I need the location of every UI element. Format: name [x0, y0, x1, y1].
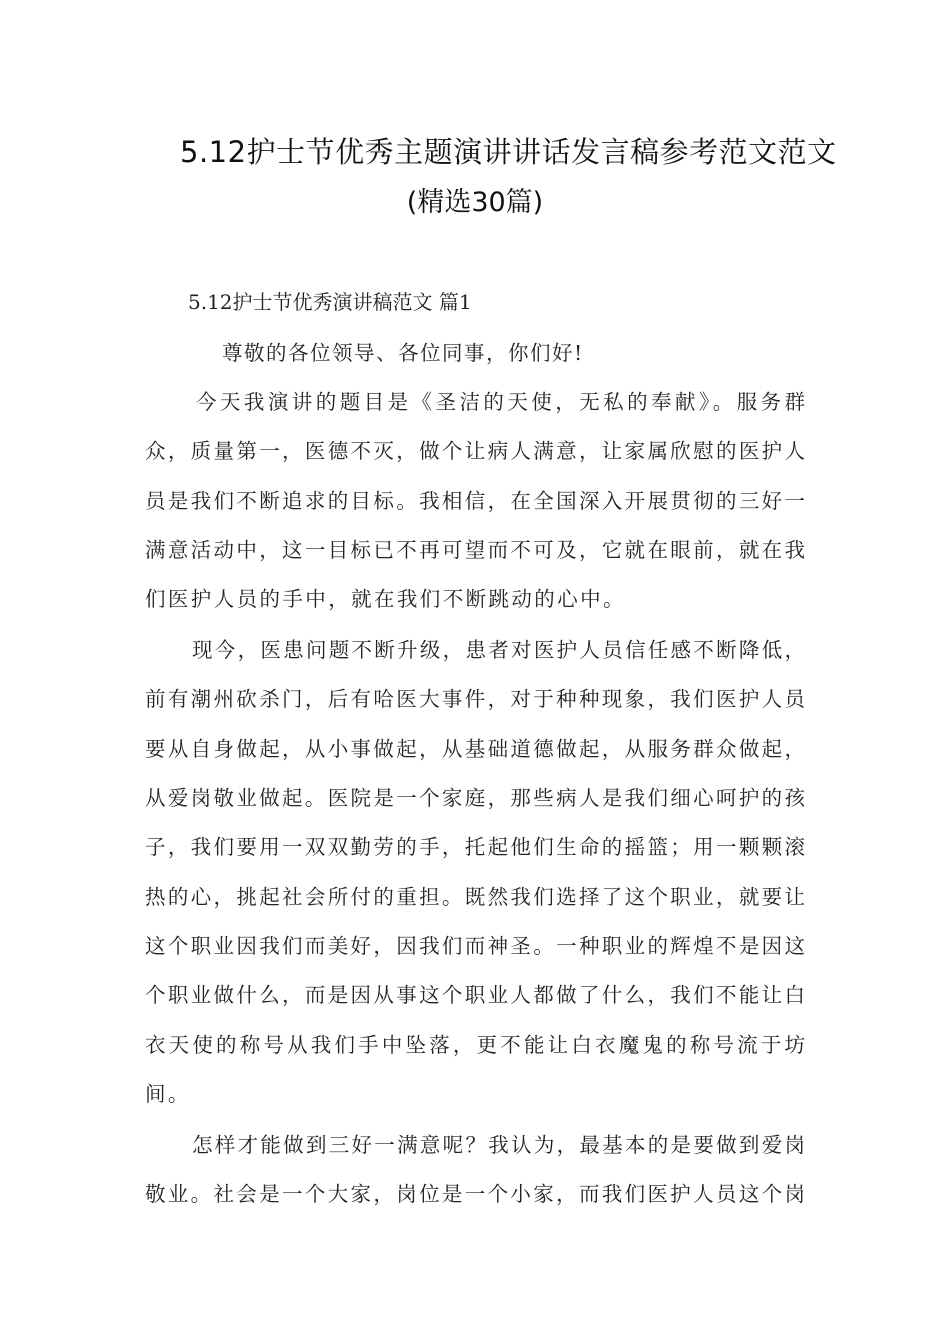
paragraph-2-line-2: 前有潮州砍杀门，后有哈医大事件，对于种种现象，我们医护人员 — [145, 687, 805, 711]
paragraph-3-line-1: 怎样才能做到三好一满意呢？我认为，最基本的是要做到爱岗 — [192, 1133, 805, 1157]
paragraph-1-line-5: 们医护人员的手中，就在我们不断跳动的心中。 — [145, 587, 626, 611]
paragraph-2-line-5: 子，我们要用一双双勤劳的手，托起他们生命的摇篮；用一颗颗滚 — [145, 835, 805, 859]
paragraph-1-line-2: 众，质量第一，医德不灭，做个让病人满意，让家属欣慰的医护人 — [145, 439, 805, 463]
section-heading: 5.12护士节优秀演讲稿范文 篇1 — [188, 290, 472, 314]
paragraph-2-line-4: 从爱岗敬业做起。医院是一个家庭，那些病人是我们细心呵护的孩 — [145, 786, 805, 810]
greeting-line: 尊敬的各位领导、各位同事，你们好! — [222, 341, 584, 365]
document-subtitle: (精选30篇) — [406, 187, 544, 218]
paragraph-2-line-9: 衣天使的称号从我们手中坠落，更不能让白衣魔鬼的称号流于坊 — [145, 1033, 805, 1057]
paragraph-2-line-3: 要从自身做起，从小事做起，从基础道德做起，从服务群众做起， — [145, 737, 805, 761]
paragraph-1-line-4: 满意活动中，这一目标已不再可望而不可及，它就在眼前，就在我 — [145, 538, 805, 562]
paragraph-2-line-7: 这个职业因我们而美好，因我们而神圣。一种职业的辉煌不是因这 — [145, 934, 805, 958]
paragraph-1-line-3: 员是我们不断追求的目标。我相信，在全国深入开展贯彻的三好一 — [145, 489, 805, 513]
paragraph-2-line-1: 现今，医患问题不断升级，患者对医护人员信任感不断降低， — [192, 638, 805, 662]
paragraph-2-line-8: 个职业做什么，而是因从事这个职业人都做了什么，我们不能让白 — [145, 983, 805, 1007]
paragraph-3-line-2: 敬业。社会是一个大家，岗位是一个小家，而我们医护人员这个岗 — [145, 1182, 805, 1206]
document-title: 5.12护士节优秀主题演讲讲话发言稿参考范文范文 — [180, 135, 837, 169]
paragraph-1-line-1: 今天我演讲的题目是《圣洁的天使，无私的奉献》。服务群 — [196, 390, 805, 414]
paragraph-2-line-6: 热的心，挑起社会所付的重担。既然我们选择了这个职业，就要让 — [145, 885, 805, 909]
paragraph-2-line-10: 间。 — [145, 1082, 191, 1106]
